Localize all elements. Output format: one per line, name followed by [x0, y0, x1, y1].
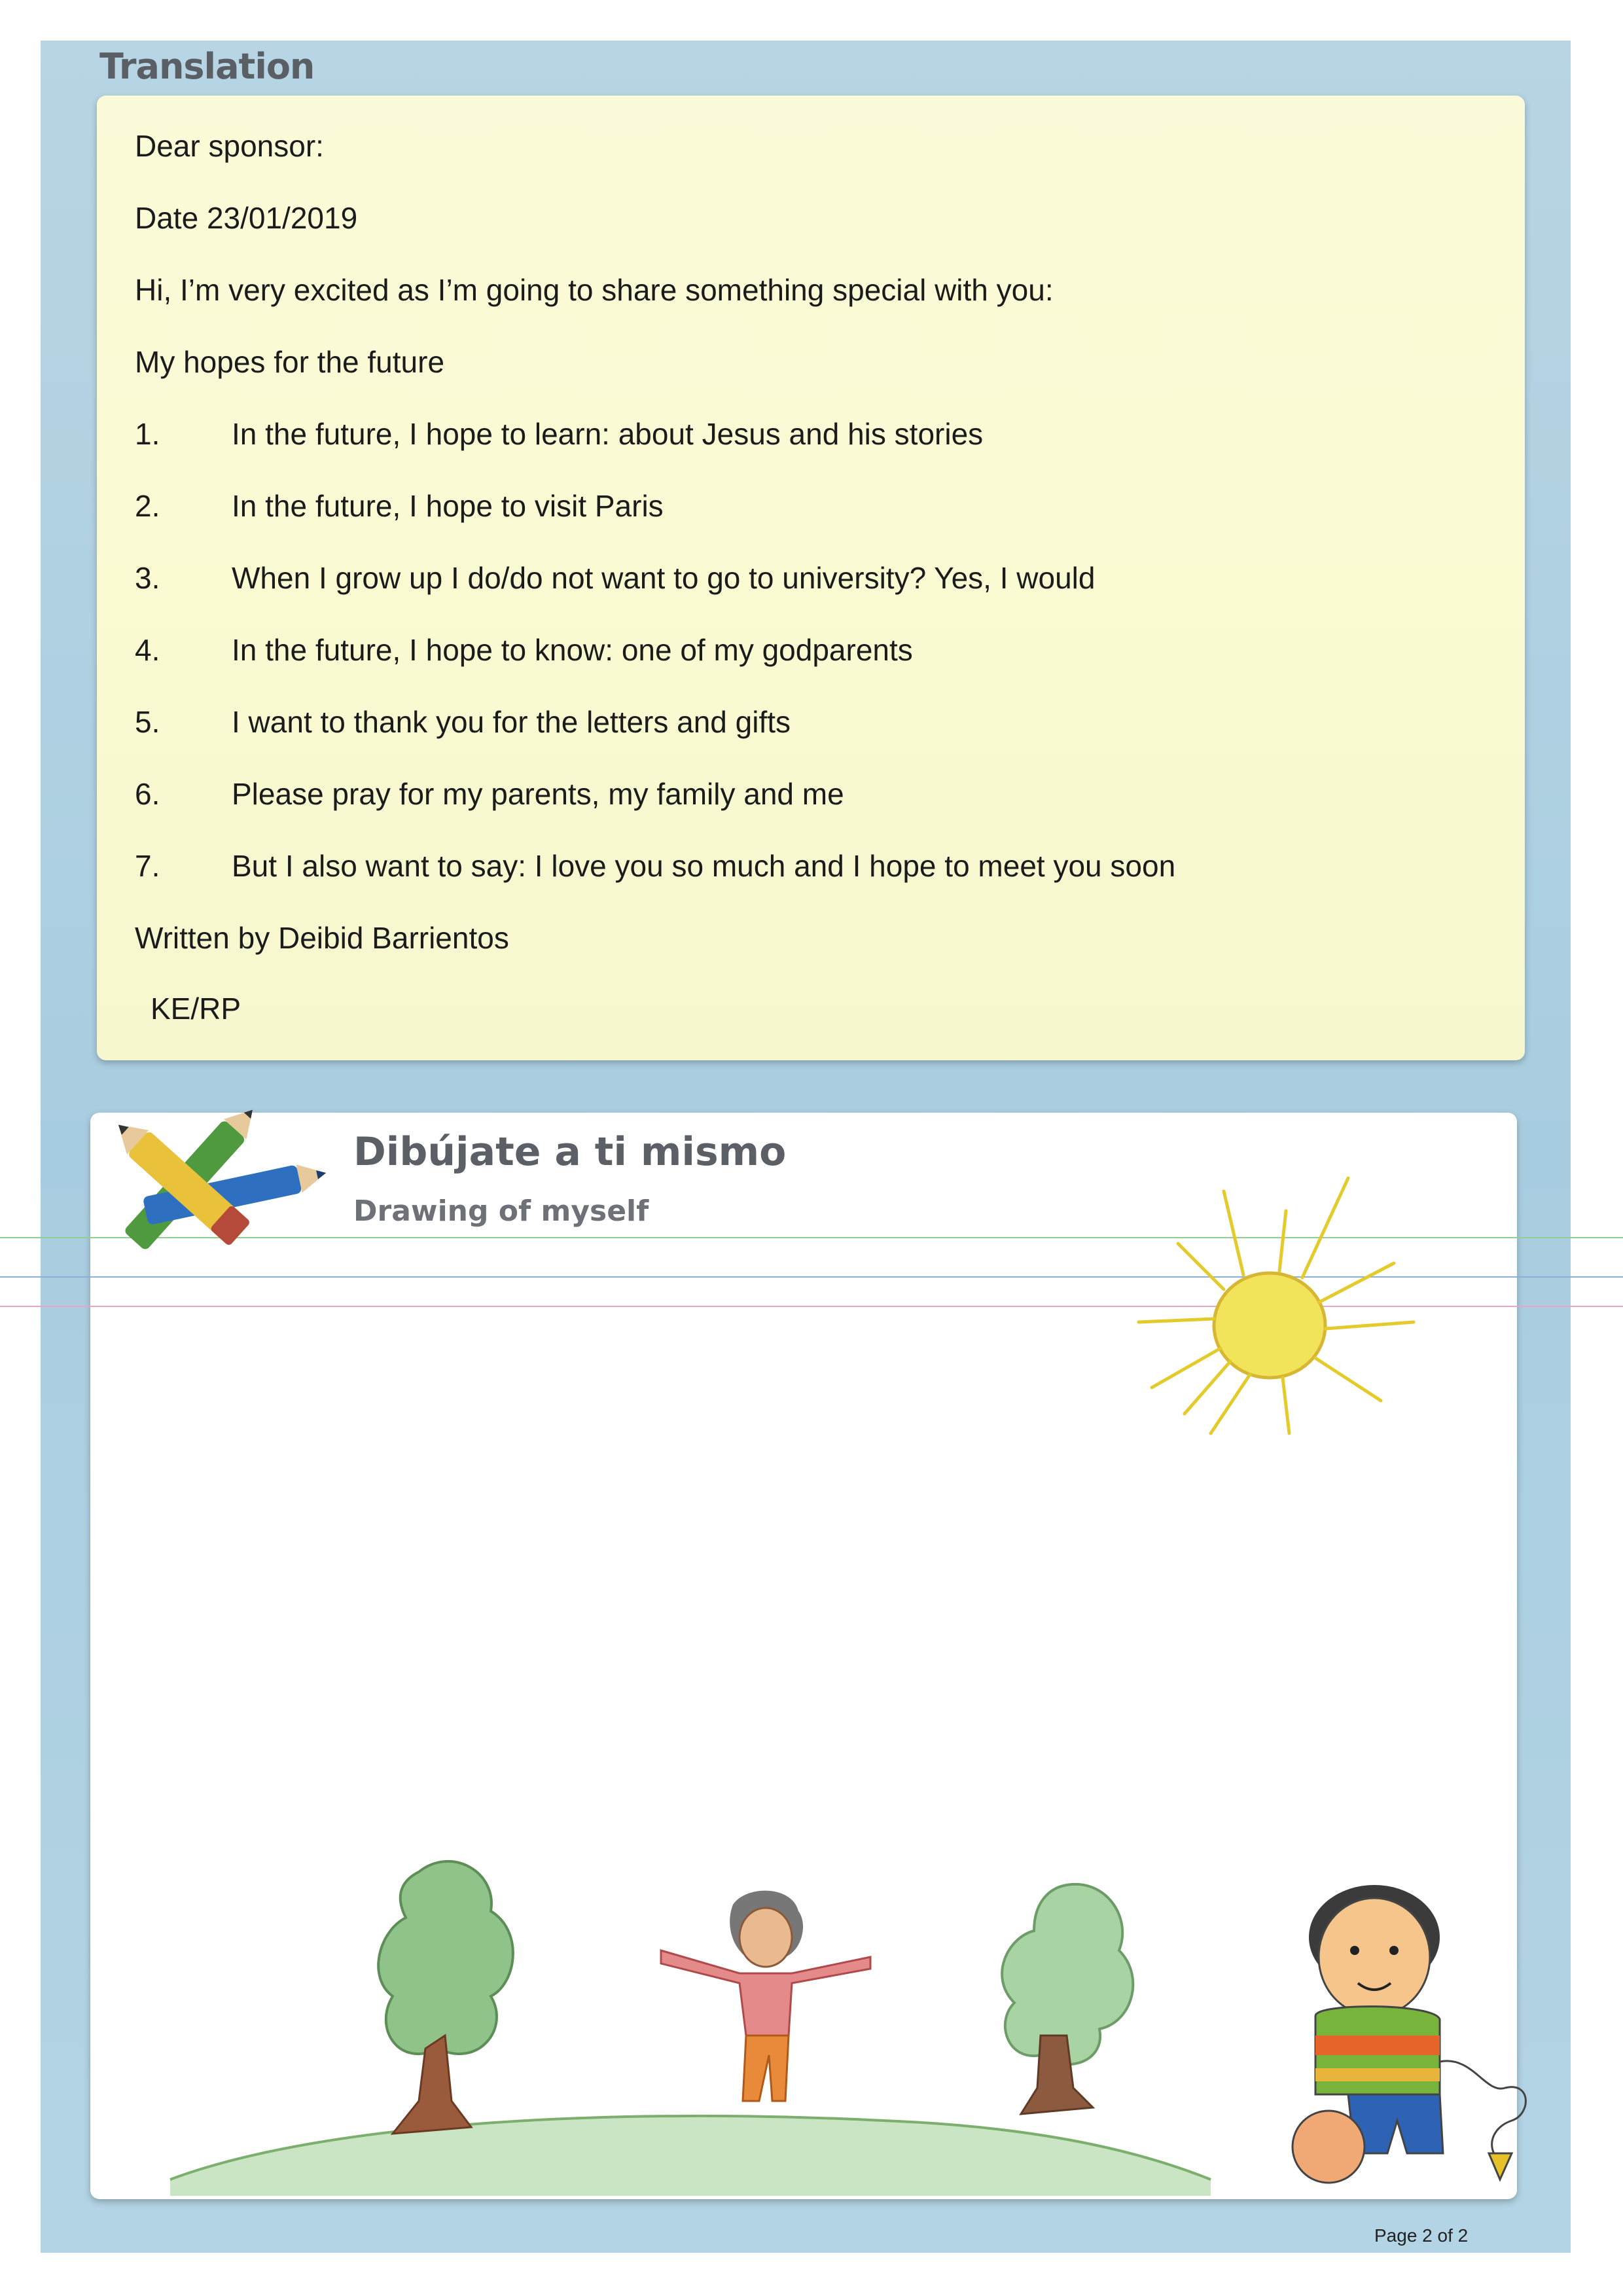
tree-icon [366, 1852, 537, 2140]
list-item-number: 1. [135, 417, 160, 451]
list-item-number: 7. [135, 849, 160, 883]
list-item-text: In the future, I hope to learn: about Jesus and his stories [232, 417, 984, 451]
list-item-number: 2. [135, 489, 160, 523]
list-item-text: In the future, I hope to visit Paris [232, 489, 664, 523]
pencils-icon [72, 1086, 334, 1276]
list-item-text: In the future, I hope to know: one of my godparents [232, 633, 913, 667]
list-item-number: 4. [135, 633, 160, 667]
list-item-number: 6. [135, 777, 160, 811]
letter-date: Date 23/01/2019 [135, 201, 358, 235]
child-figure-icon [648, 1885, 883, 2127]
letter-intro: Hi, I’m very excited as I’m going to share something special with you: [135, 273, 1054, 307]
section-title: Translation [99, 46, 315, 87]
list-item-number: 3. [135, 561, 160, 595]
drawing-heading-english: Drawing of myself [353, 1194, 649, 1228]
sun-icon [1126, 1172, 1427, 1446]
list-item-number: 5. [135, 705, 160, 739]
letter-salutation: Dear sponsor: [135, 129, 324, 163]
drawing-heading-spanish: Dibújate a ti mismo [353, 1129, 787, 1175]
letter-signature: Written by Deibid Barrientos [135, 921, 509, 955]
boy-with-ball-icon [1276, 1878, 1551, 2186]
tree-icon [982, 1872, 1152, 2134]
list-item-text: I want to thank you for the letters and gifts [232, 705, 791, 739]
letter-initials: KE/RP [151, 992, 241, 1026]
list-item-text: Please pray for my parents, my family and me [232, 777, 844, 811]
list-item-text: But I also want to say: I love you so much and I hope to meet you soon [232, 849, 1176, 883]
page-number: Page 2 of 2 [1374, 2225, 1469, 2246]
list-item-text: When I grow up I do/do not want to go to university? Yes, I would [232, 561, 1096, 595]
letter-topic: My hopes for the future [135, 345, 445, 379]
